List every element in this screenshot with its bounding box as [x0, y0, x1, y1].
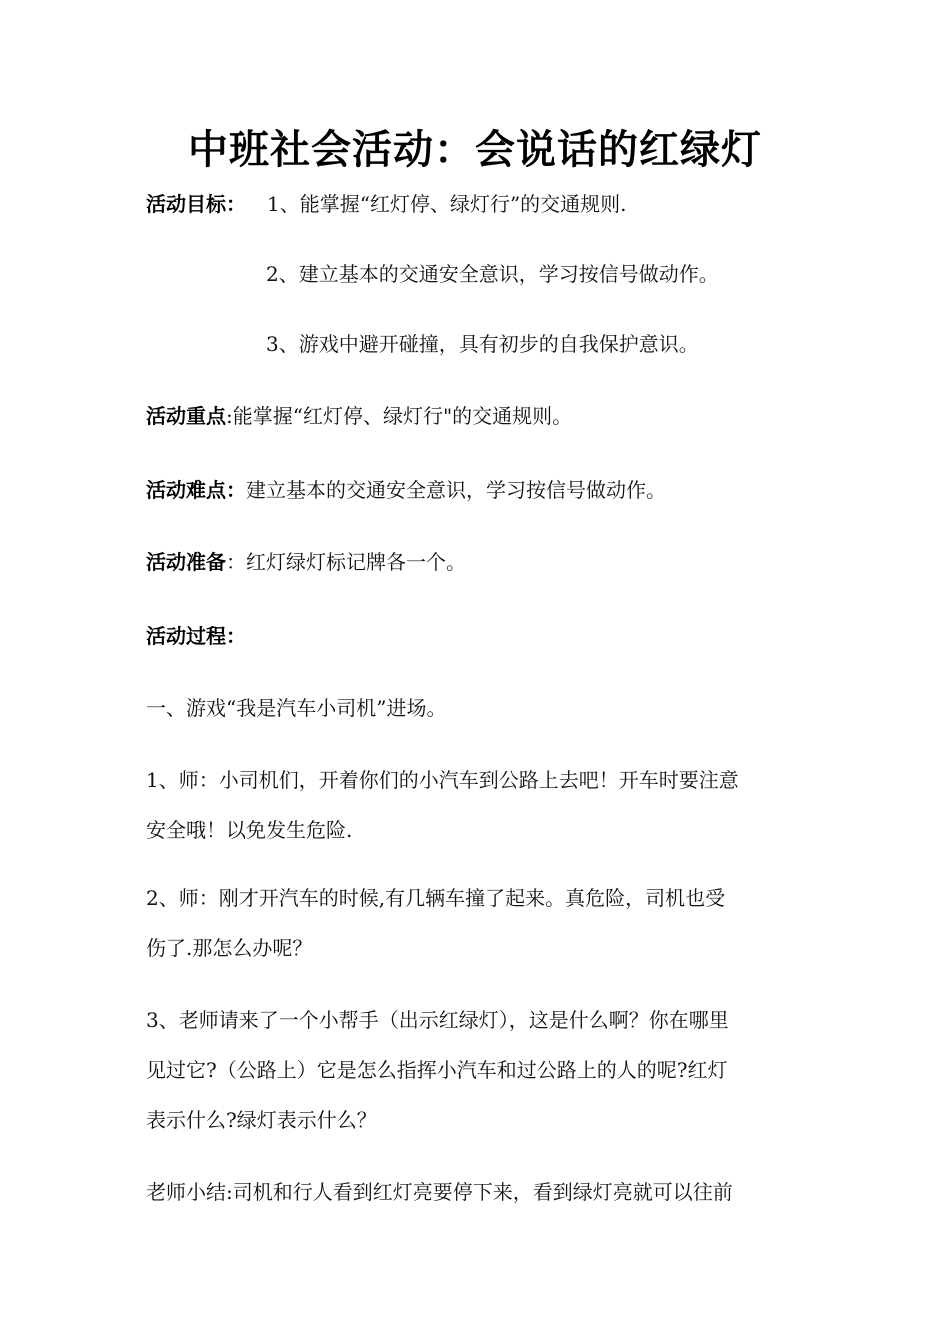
difficulty-row	[146, 476, 826, 504]
preparation-text: ：红灯绿灯标记牌各一个。	[226, 550, 466, 574]
difficulty-label: 活动难点：	[146, 478, 246, 502]
difficulty-text: 建立基本的交通安全意识，学习按信号做动作。	[246, 478, 666, 502]
body-line-8: 表示什么?绿灯表示什么？	[146, 1108, 377, 1132]
goal-item-2: 2、建立基本的交通安全意识，学习按信号做动作。	[266, 262, 719, 286]
goals-label: 活动目标：	[146, 192, 246, 216]
document-title: 中班社会活动：会说话的红绿灯	[188, 127, 762, 173]
body-line-6: 3、老师请来了一个小帮手（出示红绿灯），这是什么啊？你在哪里	[146, 1008, 729, 1032]
goals-row	[146, 190, 826, 218]
goal-item-1: 1、能掌握“红灯停、绿灯行”的交通规则.	[267, 192, 627, 216]
body-line-3: 安全哦！以免发生危险.	[146, 818, 353, 842]
key-point-row	[146, 402, 826, 430]
key-point-text: :能掌握“红灯停、绿灯行"的交通规则。	[226, 404, 573, 428]
key-point-label: 活动重点	[146, 404, 226, 428]
body-line-2: 1、师：小司机们，开着你们的小汽车到公路上去吧！开车时要注意	[146, 768, 739, 792]
body-line-5: 伤了.那怎么办呢？	[146, 936, 313, 960]
preparation-row	[146, 548, 826, 576]
body-line-9: 老师小结:司机和行人看到红灯亮要停下来，看到绿灯亮就可以往前	[146, 1180, 733, 1204]
preparation-label: 活动准备	[146, 550, 226, 574]
goal-item-3: 3、游戏中避开碰撞，具有初步的自我保护意识。	[266, 332, 699, 356]
process-label: 活动过程：	[146, 624, 246, 648]
body-line-1: 一、游戏“我是汽车小司机”进场。	[146, 696, 447, 720]
body-line-4: 2、师：刚才开汽车的时候,有几辆车撞了起来。真危险，司机也受	[146, 886, 726, 910]
process-row	[146, 622, 826, 650]
body-line-7: 见过它?（公路上）它是怎么指挥小汽车和过公路上的人的呢?红灯	[146, 1058, 728, 1082]
